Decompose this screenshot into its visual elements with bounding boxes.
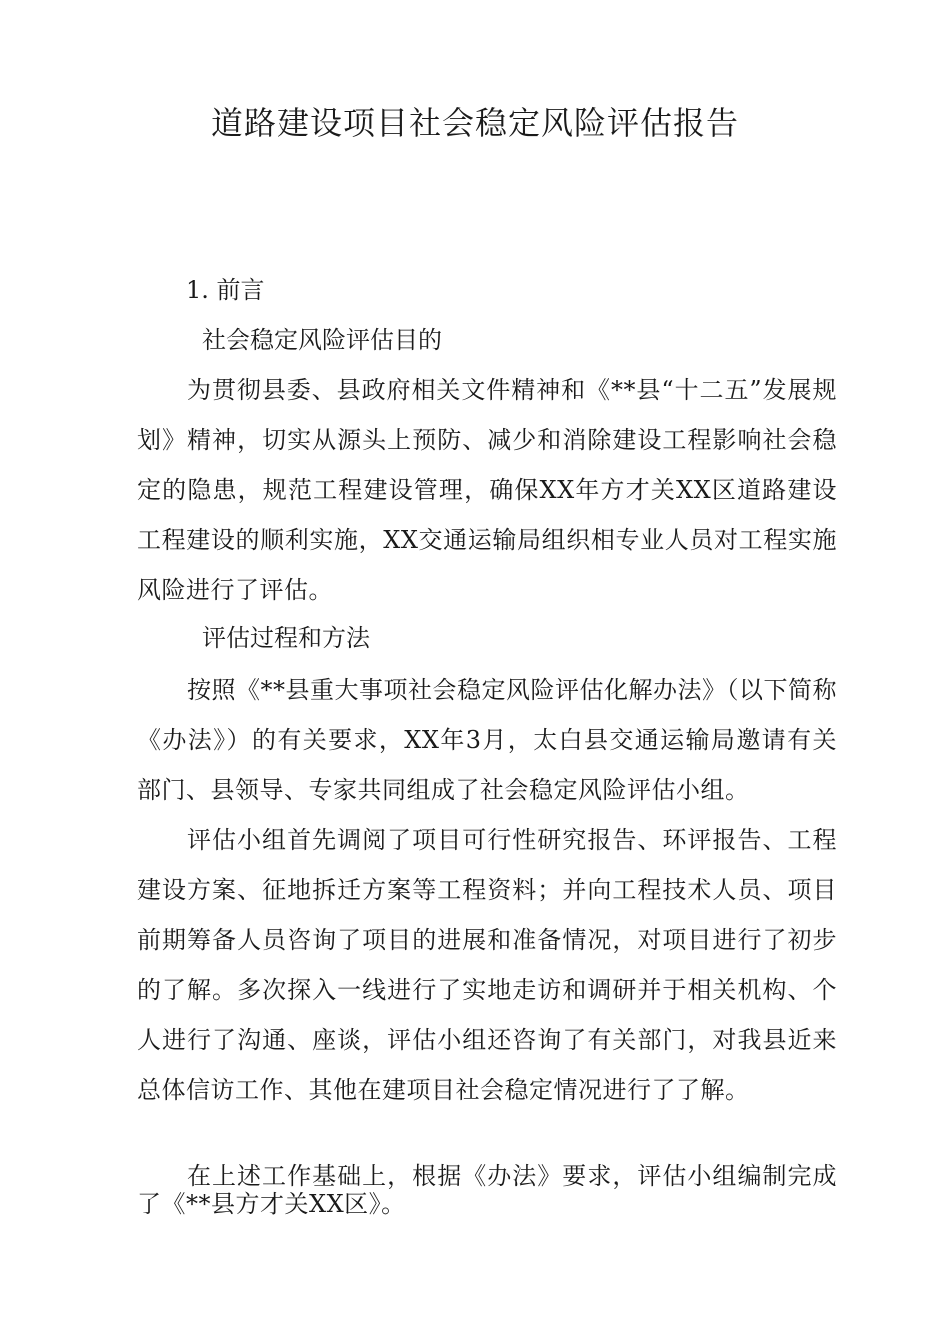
paragraph-investigation: 评估小组首先调阅了项目可行性研究报告、环评报告、工程建设方案、征地拆迁方案等工程资料；并向工程技术人员、项目前期筹备人员咨询了项目的进展和准备情况，对项目进行了初步的了解。多次探入一线进行了实地走访和调研并于相关机构、个人进行了沟通、座谈，评估小组还咨询了有关部门，对我县近来总体信访工作、其他在建项目社会稳定情况进行了了解。 [137, 826, 837, 1104]
subsection-heading-purpose: 社会稳定风险评估目的 [202, 326, 442, 354]
section-heading-preface: 1. 前言 [186, 276, 265, 304]
paragraph-purpose: 为贯彻县委、县政府相关文件精神和《**县“十二五”发展规划》精神，切实从源头上预防、减少和消除建设工程影响社会稳定的隐患，规范工程建设管理，确保XX年方才关XX区道路建设工程建设的顺利实施，XX交通运输局组织相专业人员对工程实施风险进行了评估。 [137, 376, 837, 604]
paragraph-conclusion: 在上述工作基础上，根据《办法》要求，评估小组编制完成了《**县方才关XX区》。 [137, 1162, 837, 1218]
subsection-heading-process: 评估过程和方法 [202, 624, 370, 652]
paragraph-process: 按照《**县重大事项社会稳定风险评估化解办法》（以下简称《办法》）的有关要求，XX年3月，太白县交通运输局邀请有关部门、县领导、专家共同组成了社会稳定风险评估小组。 [137, 676, 837, 804]
document-title: 道路建设项目社会稳定风险评估报告 [210, 104, 739, 142]
